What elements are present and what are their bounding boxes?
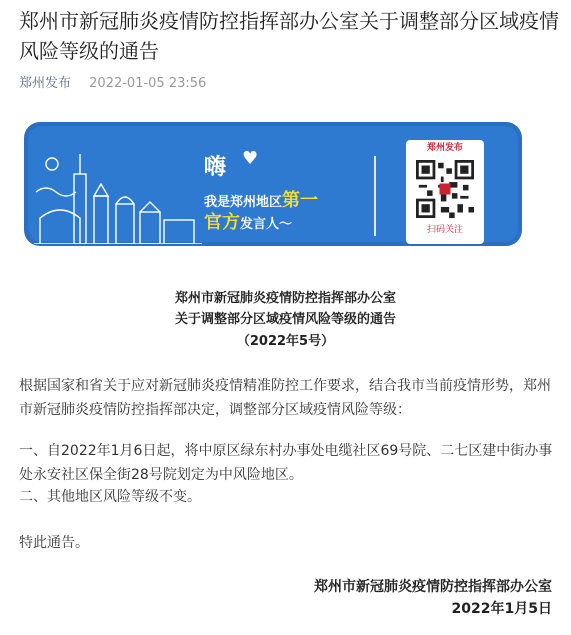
- heart-icon: ♥: [242, 148, 259, 169]
- notice-item-1: 一、自2022年1月6日起，将中原区绿东村办事处电缆社区69号院、二七区建中街办事处永安社区保全街28号院划定为中风险地区。: [19, 443, 553, 483]
- notice-heading-subject: 关于调整部分区域疫情风险等级的通告: [174, 312, 396, 327]
- slogan-text: 发言人～: [240, 217, 293, 232]
- banner-greeting: 嗨: [204, 155, 227, 180]
- slogan-highlight: 官方: [204, 212, 240, 233]
- notice-intro: 根据国家和省关于应对新冠肺炎疫情精准防控工作要求，结合我市当前疫情形势，郑州市新冠肺炎疫情防控指挥部决定，调整部分区域疫情风险等级：: [19, 378, 551, 418]
- banner-panel: [28, 126, 518, 242]
- banner-slogan-line2: [204, 208, 292, 234]
- notice-closing: 特此通告。: [19, 535, 89, 551]
- notice-heading-issuer: 郑州市新冠肺炎疫情防控指挥部办公室: [174, 291, 396, 306]
- notice-heading-number: （2022年5号）: [236, 334, 335, 349]
- slogan-text: 我是郑州地区: [204, 195, 283, 210]
- notice-item-2: 二、其他地区风险等级不变。: [19, 489, 201, 505]
- qr-code-card[interactable]: [406, 140, 484, 244]
- slogan-highlight: 第一: [282, 190, 319, 211]
- article-meta: [19, 72, 206, 91]
- notice-date: 2022年1月5日: [451, 601, 552, 617]
- publish-time: 2022-01-05 23:56: [89, 76, 207, 91]
- article-title: 郑州市新冠肺炎疫情防控指挥部办公室关于调整部分区域疫情风险等级的通告: [19, 9, 559, 63]
- promo-banner: [24, 122, 522, 246]
- city-skyline-illustration: [34, 144, 202, 244]
- qr-header: 郑州发布: [426, 143, 463, 153]
- banner-divider: [374, 156, 376, 236]
- qr-code-icon: [416, 160, 474, 218]
- source-link[interactable]: 郑州发布: [19, 76, 72, 91]
- qr-footer: 扫码关注: [426, 225, 463, 235]
- notice-signature: 郑州市新冠肺炎疫情防控指挥部办公室: [314, 579, 552, 595]
